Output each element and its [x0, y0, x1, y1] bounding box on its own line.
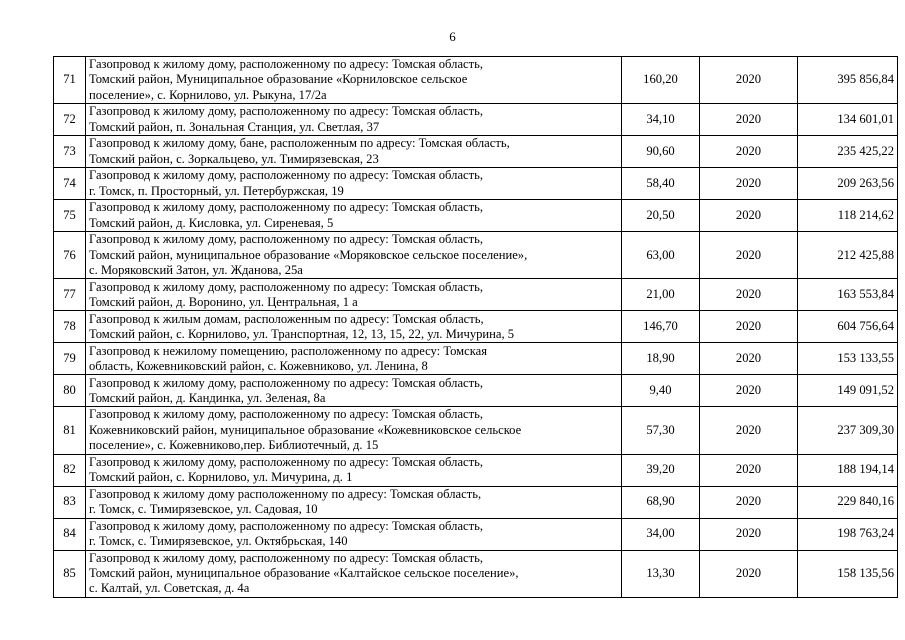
row-cost: 237 309,30: [798, 407, 898, 454]
row-year: 2020: [700, 454, 798, 486]
gas-pipeline-table: [53, 56, 898, 598]
row-number: 80: [54, 375, 86, 407]
table-row: [54, 454, 898, 486]
row-description-line: Томский район, п. Зональная Станция, ул. Светлая, 37: [89, 119, 380, 134]
table-row: [54, 232, 898, 279]
row-description: [86, 136, 622, 168]
row-cost: 163 553,84: [798, 279, 898, 311]
row-number: 82: [54, 454, 86, 486]
row-description-line: поселение», с. Корнилово, ул. Рыкуна, 17/2а: [89, 87, 327, 102]
row-description: [86, 375, 622, 407]
table-row: [54, 375, 898, 407]
row-description-line: Газопровод к жилому дому, расположенному по адресу: Томская область,: [89, 200, 484, 215]
table-row: [54, 311, 898, 343]
row-description-line: Газопровод к жилому дому расположенному по адресу: Томская область,: [89, 486, 482, 501]
row-cost: 149 091,52: [798, 375, 898, 407]
table-row: [54, 57, 898, 104]
row-length: 57,30: [622, 407, 700, 454]
row-number: 72: [54, 104, 86, 136]
row-cost: 134 601,01: [798, 104, 898, 136]
row-cost: 118 214,62: [798, 200, 898, 232]
row-description: [86, 232, 622, 279]
row-cost: 158 135,56: [798, 550, 898, 597]
row-description: [86, 550, 622, 597]
row-number: 81: [54, 407, 86, 454]
row-description: [86, 518, 622, 550]
row-description: [86, 486, 622, 518]
row-description-line: Газопровод к нежилому помещению, расположенному по адресу: Томская: [89, 343, 488, 358]
row-number: 74: [54, 168, 86, 200]
row-description: [86, 311, 622, 343]
row-description-line: Томский район, с. Корнилово, ул. Мичурина, д. 1: [89, 470, 353, 485]
table-row: [54, 550, 898, 597]
row-cost: 153 133,55: [798, 343, 898, 375]
row-description-line: поселение», с. Кожевниково,пер. Библиотечный, д. 15: [89, 438, 379, 453]
row-year: 2020: [700, 550, 798, 597]
table-row: [54, 279, 898, 311]
row-description-line: Томский район, муниципальное образование «Калтайское сельское поселение»,: [89, 566, 519, 581]
row-year: 2020: [700, 518, 798, 550]
table-row: [54, 104, 898, 136]
row-length: 146,70: [622, 311, 700, 343]
row-year: 2020: [700, 136, 798, 168]
table-row: [54, 518, 898, 550]
row-number: 73: [54, 136, 86, 168]
row-description-line: Газопровод к жилому дому, расположенному по адресу: Томская область,: [89, 518, 484, 533]
row-number: 77: [54, 279, 86, 311]
row-length: 160,20: [622, 57, 700, 104]
row-description-line: Газопровод к жилому дому, расположенному по адресу: Томская область,: [89, 232, 484, 247]
row-description-line: Газопровод к жилому дому, расположенному по адресу: Томская область,: [89, 550, 484, 565]
table-body: [54, 57, 898, 598]
row-length: 9,40: [622, 375, 700, 407]
row-number: 71: [54, 57, 86, 104]
row-description: [86, 407, 622, 454]
table-row: [54, 486, 898, 518]
row-cost: 229 840,16: [798, 486, 898, 518]
row-description-line: Томский район, с. Корнилово, ул. Транспортная, 12, 13, 15, 22, ул. Мичурина, 5: [89, 326, 515, 341]
row-number: 79: [54, 343, 86, 375]
row-cost: 188 194,14: [798, 454, 898, 486]
row-description: [86, 168, 622, 200]
row-description-line: область, Кожевниковский район, с. Кожевниково, ул. Ленина, 8: [89, 358, 428, 373]
row-length: 68,90: [622, 486, 700, 518]
table-row: [54, 343, 898, 375]
row-description-line: с. Калтай, ул. Советская, д. 4а: [89, 581, 250, 596]
row-length: 18,90: [622, 343, 700, 375]
row-description-line: Газопровод к жилому дому, расположенному по адресу: Томская область,: [89, 57, 484, 71]
table-row: [54, 168, 898, 200]
row-year: 2020: [700, 375, 798, 407]
row-description-line: Газопровод к жилому дому, расположенному по адресу: Томская область,: [89, 407, 484, 422]
row-length: 34,10: [622, 104, 700, 136]
table-row: [54, 200, 898, 232]
row-description-line: Газопровод к жилым домам, расположенным по адресу: Томская область,: [89, 311, 484, 326]
row-length: 58,40: [622, 168, 700, 200]
row-length: 21,00: [622, 279, 700, 311]
row-description-line: Томский район, д. Кандинка, ул. Зеленая, 8а: [89, 390, 326, 405]
row-number: 84: [54, 518, 86, 550]
row-description-line: Газопровод к жилому дому, бане, расположенным по адресу: Томская область,: [89, 136, 510, 151]
row-description: [86, 200, 622, 232]
row-length: 34,00: [622, 518, 700, 550]
row-description: [86, 279, 622, 311]
row-length: 13,30: [622, 550, 700, 597]
row-description-line: Кожевниковский район, муниципальное образование «Кожевниковское сельское: [89, 422, 522, 437]
row-description-line: Томский район, д. Воронино, ул. Центральная, 1 а: [89, 294, 358, 309]
row-description-line: Томский район, с. Зоркальцево, ул. Тимирязевская, 23: [89, 151, 379, 166]
row-length: 90,60: [622, 136, 700, 168]
row-number: 85: [54, 550, 86, 597]
row-description-line: Газопровод к жилому дому, расположенному по адресу: Томская область,: [89, 454, 484, 469]
row-number: 83: [54, 486, 86, 518]
row-description-line: г. Томск, п. Просторный, ул. Петербуржская, 19: [89, 183, 344, 198]
row-description-line: г. Томск, с. Тимирязевское, ул. Садовая, 10: [89, 502, 318, 517]
row-description-line: Томский район, Муниципальное образование «Корниловское сельское: [89, 72, 468, 87]
row-number: 76: [54, 232, 86, 279]
page-number: 6: [449, 29, 456, 44]
row-cost: 209 263,56: [798, 168, 898, 200]
row-description-line: Газопровод к жилому дому, расположенному по адресу: Томская область,: [89, 104, 484, 119]
row-description-line: Газопровод к жилому дому, расположенному по адресу: Томская область,: [89, 375, 484, 390]
row-year: 2020: [700, 407, 798, 454]
row-year: 2020: [700, 486, 798, 518]
table-row: [54, 407, 898, 454]
row-description-line: с. Моряковский Затон, ул. Жданова, 25а: [89, 263, 303, 278]
row-description-line: г. Томск, с. Тимирязевское, ул. Октябрьская, 140: [89, 534, 348, 549]
row-description-line: Газопровод к жилому дому, расположенному по адресу: Томская область,: [89, 168, 484, 183]
table-row: [54, 136, 898, 168]
row-number: 78: [54, 311, 86, 343]
row-year: 2020: [700, 279, 798, 311]
row-description-line: Томский район, д. Кисловка, ул. Сиреневая, 5: [89, 215, 334, 230]
row-length: 39,20: [622, 454, 700, 486]
row-cost: 198 763,24: [798, 518, 898, 550]
row-cost: 395 856,84: [798, 57, 898, 104]
row-length: 63,00: [622, 232, 700, 279]
row-description: [86, 454, 622, 486]
row-number: 75: [54, 200, 86, 232]
row-year: 2020: [700, 200, 798, 232]
row-description-line: Газопровод к жилому дому, расположенному по адресу: Томская область,: [89, 279, 484, 294]
row-cost: 604 756,64: [798, 311, 898, 343]
row-year: 2020: [700, 311, 798, 343]
row-description-line: Томский район, муниципальное образование «Моряковское сельское поселение»,: [89, 247, 528, 262]
row-year: 2020: [700, 232, 798, 279]
row-description: [86, 104, 622, 136]
row-year: 2020: [700, 168, 798, 200]
row-cost: 235 425,22: [798, 136, 898, 168]
row-year: 2020: [700, 343, 798, 375]
row-year: 2020: [700, 104, 798, 136]
row-description: [86, 57, 622, 104]
row-description: [86, 343, 622, 375]
row-length: 20,50: [622, 200, 700, 232]
row-year: 2020: [700, 57, 798, 104]
row-cost: 212 425,88: [798, 232, 898, 279]
